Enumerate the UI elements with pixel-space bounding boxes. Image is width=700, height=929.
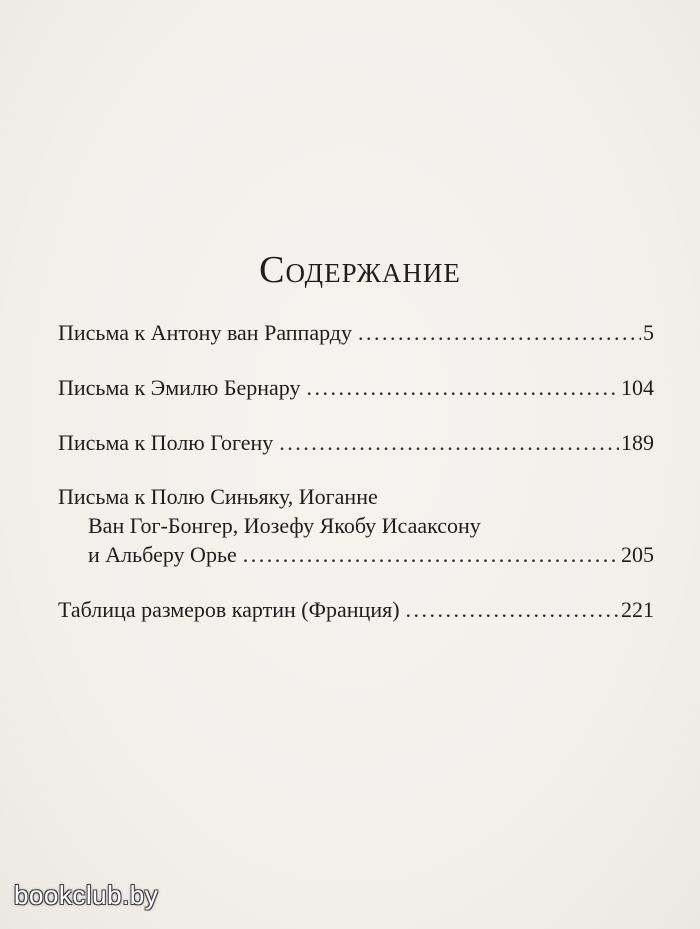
toc-entry	[58, 595, 654, 624]
toc-entry-title-line: Письма к Полю Синьяку, Иоганне	[58, 484, 378, 509]
dot-leader	[243, 540, 619, 569]
toc-entry-title-line: и Альберу Орье	[88, 542, 237, 567]
toc-entry-title: Письма к Полю Гогену	[58, 430, 274, 455]
dot-leader	[406, 595, 619, 624]
toc-entry-title-line: Ван Гог-Бонгер, Иозефу Якобу Исааксону	[88, 513, 481, 538]
toc-entry	[58, 373, 654, 402]
toc-entry-page: 5	[643, 320, 654, 345]
toc-entry-page: 221	[621, 597, 654, 622]
toc-entry	[58, 482, 654, 569]
site-watermark: bookclub.by	[14, 880, 159, 910]
toc-entry-page: 205	[621, 542, 654, 567]
toc-entry	[58, 428, 654, 457]
toc-entry-page: 104	[621, 375, 654, 400]
dot-leader	[358, 318, 641, 347]
toc-entry-title: Письма к Антону ван Раппарду	[58, 320, 353, 345]
toc-entry-title: Письма к Эмилю Бернару	[58, 375, 301, 400]
dot-leader	[279, 428, 619, 457]
toc-entry-title: Таблица размеров картин (Франция)	[58, 597, 400, 622]
dot-leader	[306, 373, 619, 402]
toc-entry	[58, 318, 654, 347]
toc-entry-page: 189	[621, 430, 654, 455]
toc-heading: Содержание	[259, 249, 461, 291]
